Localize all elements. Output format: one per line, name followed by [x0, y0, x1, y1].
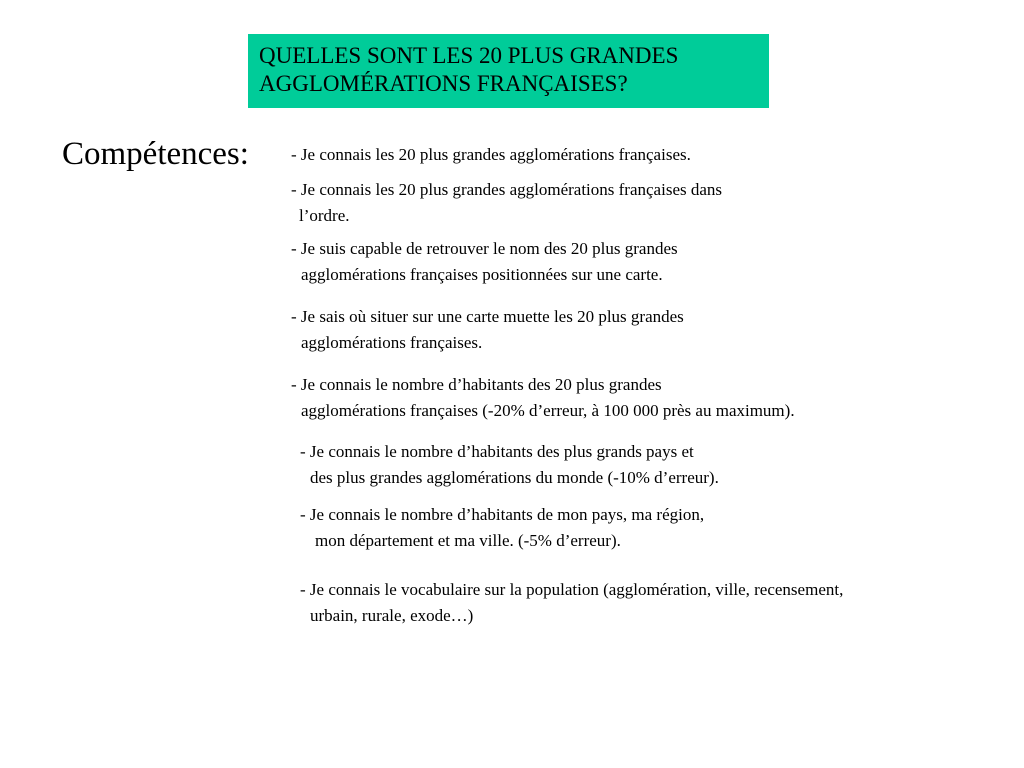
competence-item-line: - Je suis capable de retrouver le nom des 20 plus grandes [291, 239, 678, 258]
competence-item-1 [291, 142, 691, 168]
competence-item-6 [300, 439, 719, 491]
title-box [248, 34, 769, 108]
competence-item-line: - Je sais où situer sur une carte muette les 20 plus grandes [291, 307, 684, 326]
competence-item-line: - Je connais le nombre d’habitants des 20 plus grandes [291, 375, 662, 394]
competence-item-7 [300, 502, 704, 554]
competence-item-4 [291, 304, 684, 356]
title-line-2: AGGLOMÉRATIONS FRANÇAISES? [259, 71, 628, 96]
competence-item-line: - Je connais les 20 plus grandes agglomérations françaises dans [291, 180, 723, 199]
competence-item-line: urbain, rurale, exode…) [310, 606, 474, 625]
competence-item-5 [291, 372, 795, 424]
competence-item-line: mon département et ma ville. (-5% d’erreur). [315, 531, 621, 550]
competence-item-line: l’ordre. [299, 206, 350, 225]
competence-item-line: agglomérations françaises (-20% d’erreur, à 100 000 près au maximum). [301, 401, 795, 420]
competence-item-line: agglomérations françaises positionnées sur une carte. [301, 265, 663, 284]
competence-item-line: - Je connais les 20 plus grandes agglomérations françaises. [291, 145, 691, 164]
competence-item-line: - Je connais le vocabulaire sur la population (agglomération, ville, recensement, [300, 580, 844, 599]
competences-heading: Compétences: [62, 136, 249, 172]
competence-item-line: agglomérations françaises. [301, 333, 483, 352]
competence-item-line: des plus grandes agglomérations du monde (-10% d’erreur). [310, 468, 719, 487]
competence-item-8 [300, 577, 843, 629]
competence-item-line: - Je connais le nombre d’habitants des plus grands pays et [300, 442, 694, 461]
competence-item-2 [291, 177, 722, 229]
competence-item-line: - Je connais le nombre d’habitants de mon pays, ma région, [300, 505, 705, 524]
competence-item-3 [291, 236, 678, 288]
title-line-1: QUELLES SONT LES 20 PLUS GRANDES [259, 43, 679, 68]
